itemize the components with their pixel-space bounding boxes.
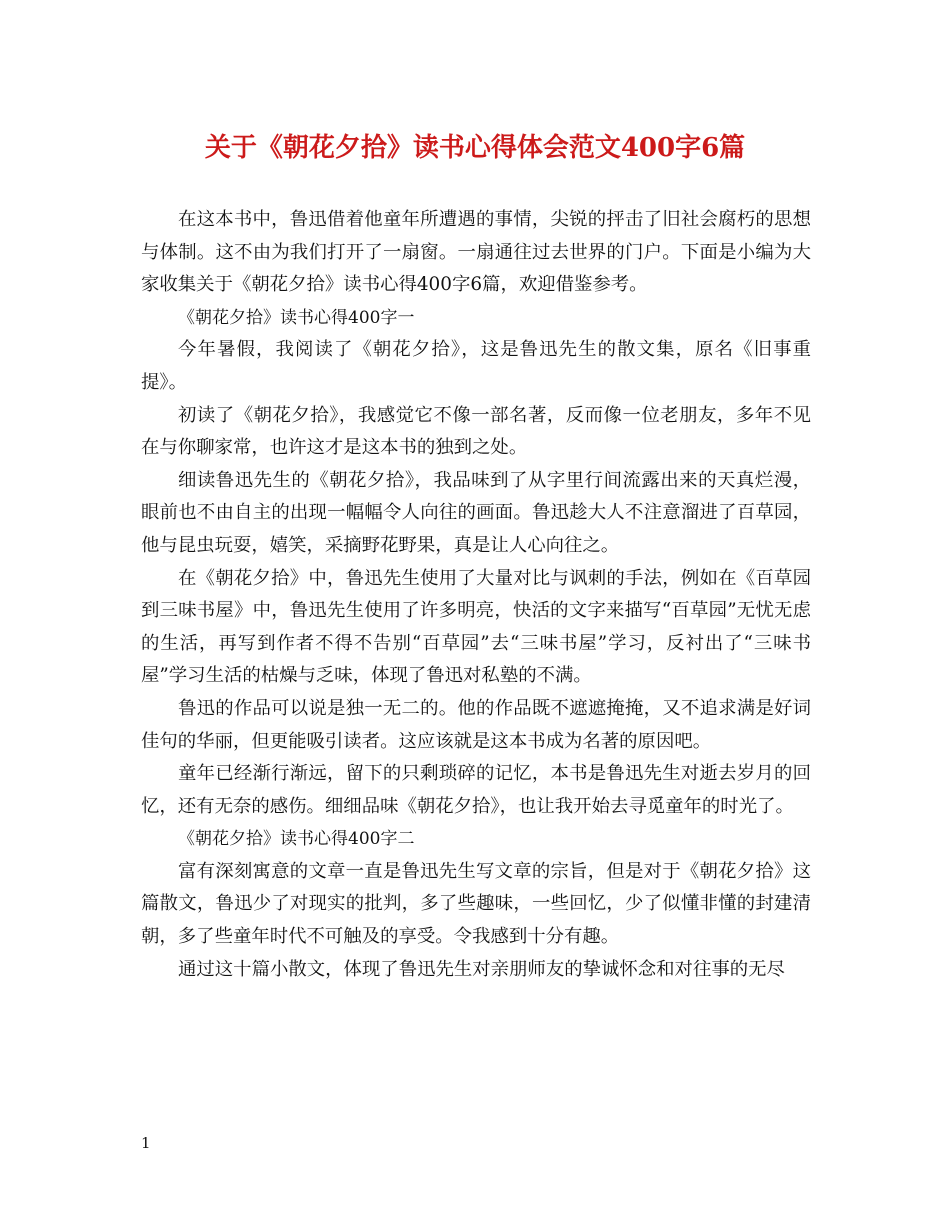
section-heading-2: 《朝花夕拾》读书心得400字二: [178, 829, 415, 850]
body-paragraph: 富有深刻寓意的文章一直是鲁迅先生写文章的宗旨，但是对于《朝花夕拾》这篇散文，鲁迅少了对现实的批判，多了些趣味，一些回忆，少了似懂非懂的封建清朝，多了些童年时代不可触及的享受。令我感到十分有趣。: [141, 860, 811, 948]
body-paragraph: 今年暑假，我阅读了《朝花夕拾》，这是鲁迅先生的散文集，原名《旧事重提》。: [141, 339, 811, 393]
body-paragraph: 细读鲁迅先生的《朝花夕拾》，我品味到了从字里行间流露出来的天真烂漫，眼前也不由自主的出现一幅幅令人向往的画面。鲁迅趁大人不注意溜进了百草园，他与昆虫玩耍，嬉笑，采摘野花野果，真是让人心向往之。: [141, 469, 811, 556]
body-paragraph: 童年已经渐行渐远，留下的只剩琐碎的记忆，本书是鲁迅先生对逝去岁月的回忆，还有无奈的感伤。细细品味《朝花夕拾》，也让我开始去寻觅童年的时光了。: [141, 763, 811, 817]
intro-paragraph: 在这本书中，鲁迅借着他童年所遭遇的事情，尖锐的抨击了旧社会腐朽的思想与体制。这不由为我们打开了一扇窗。一扇通往过去世界的门户。下面是小编为大家收集关于《朝花夕拾》读书心得400字6篇，欢迎借鉴参考。: [141, 209, 811, 296]
page-number: 1: [141, 1134, 151, 1152]
body-paragraph: 初读了《朝花夕拾》，我感觉它不像一部名著，反而像一位老朋友，多年不见在与你聊家常，也许这才是这本书的独到之处。: [141, 404, 811, 459]
body-paragraph: 鲁迅的作品可以说是独一无二的。他的作品既不遮遮掩掩，又不追求满是好词佳句的华丽，但更能吸引读者。这应该就是这本书成为名著的原因吧。: [141, 697, 811, 752]
body-paragraph: 在《朝花夕拾》中，鲁迅先生使用了大量对比与讽刺的手法，例如在《百草园到三味书屋》中，鲁迅先生使用了许多明亮，快活的文字来描写“百草园”无忧无虑的生活，再写到作者不得不告别“百草园”去“三味书屋”学习，反衬出了“三味书屋”学习生活的枯燥与乏味，体现了鲁迅对私塾的不满。: [141, 567, 811, 687]
document-body: [141, 204, 811, 986]
body-paragraph: 通过这十篇小散文，体现了鲁迅先生对亲朋师友的挚诚怀念和对往事的无尽: [178, 958, 785, 980]
document-title: 关于《朝花夕拾》读书心得体会范文400字6篇: [204, 133, 746, 163]
section-heading-1: 《朝花夕拾》读书心得400字一: [178, 307, 415, 328]
